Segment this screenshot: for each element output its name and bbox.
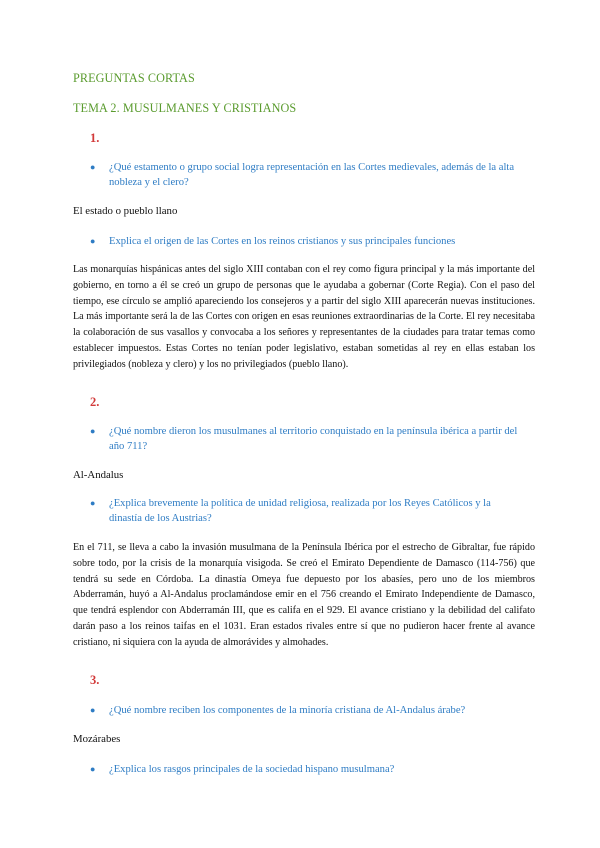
question-item [90,424,520,454]
question-item [90,160,520,190]
answer-text: Al-Andalus [73,469,124,481]
bullet-icon: ● [90,498,96,508]
question-text: ¿Qué nombre reciben los componentes de la minoría cristiana de Al-Andalus árabe? [109,705,466,716]
answer-text: Mozárabes [73,733,121,745]
question-text: ¿Qué nombre dieron los musulmanes al territorio conquistado en la península ibérica a partir del año 711? [109,426,518,452]
question-number: 1. [90,131,100,145]
question-number: 3. [90,673,100,687]
bullet-icon: ● [90,705,96,715]
section-title: PREGUNTAS CORTAS [73,71,195,85]
question-text: Explica el origen de las Cortes en los reinos cristianos y sus principales funciones [109,236,456,247]
answer-text: El estado o pueblo llano [73,205,178,217]
bullet-icon: ● [90,426,96,436]
question-text: ¿Qué estamento o grupo social logra representación en las Cortes medievales, además de la alta nobleza y el clero? [109,162,515,188]
answer-paragraph: En el 711, se lleva a cabo la invasión musulmana de la Península Ibérica por el estrecho de Gibraltar, fue rápido sobre todo, por la crisis de la monarquía visigoda. Se creó el Emirato Dependiente de Damasco (114-756) que tendrá su sede en Córdoba. La dinastía Omeya fue depuesto por los abasíes, pero uno de los miembros Abderramán, huyó a Al-Andalus proclamándose emir en el 756 creando el Emirato Independiente de Damasco, que tendrá esplendor con Abderramán III, que es califa en el 929. El avance cristiano y la debilidad del califato darán paso a los reinos taifas en el 1031. Eran estados rivales entre sí que no pudieron hacer frente al avance cristiano, ni siquiera con la ayuda de almorávides y almohades. [73,542,535,648]
bullet-icon: ● [90,764,96,774]
bullet-icon: ● [90,162,96,172]
question-text: ¿Explica brevemente la política de unidad religiosa, realizada por los Reyes Católicos y la dinastía de los Austrias? [109,498,491,524]
question-text: ¿Explica los rasgos principales de la sociedad hispano musulmana? [109,764,395,775]
answer-paragraph: Las monarquías hispánicas antes del siglo XIII contaban con el rey como figura principal y la más importante del gobierno, en torno a él se creó un grupo de personas que le ayudaba a gobernar (Corte Regia). Con el paso del tiempo, ese círculo se amplió apareciendo los consejeros y a partir del siglo XIII aparecerán nuevas instituciones. La más importante será la de las Cortes con origen en esas reuniones extraordinarias de la Corte. El rey necesitaba la colaboración de sus vasallos y convocaba a los señores y representantes de la ciudades para tratar temas como establecer impuestos. Estas Cortes no tenían poder legislativo, estaban sometidas al rey en ellas estaban los privilegiados (nobleza y clero) y los no privilegiados (pueblo llano). [73,264,535,370]
question-item [90,703,520,718]
question-item [90,496,520,526]
question-item [90,234,520,249]
topic-title: TEMA 2. MUSULMANES Y CRISTIANOS [73,101,297,115]
question-item [90,762,520,777]
bullet-icon: ● [90,236,96,246]
question-number: 2. [90,395,100,409]
